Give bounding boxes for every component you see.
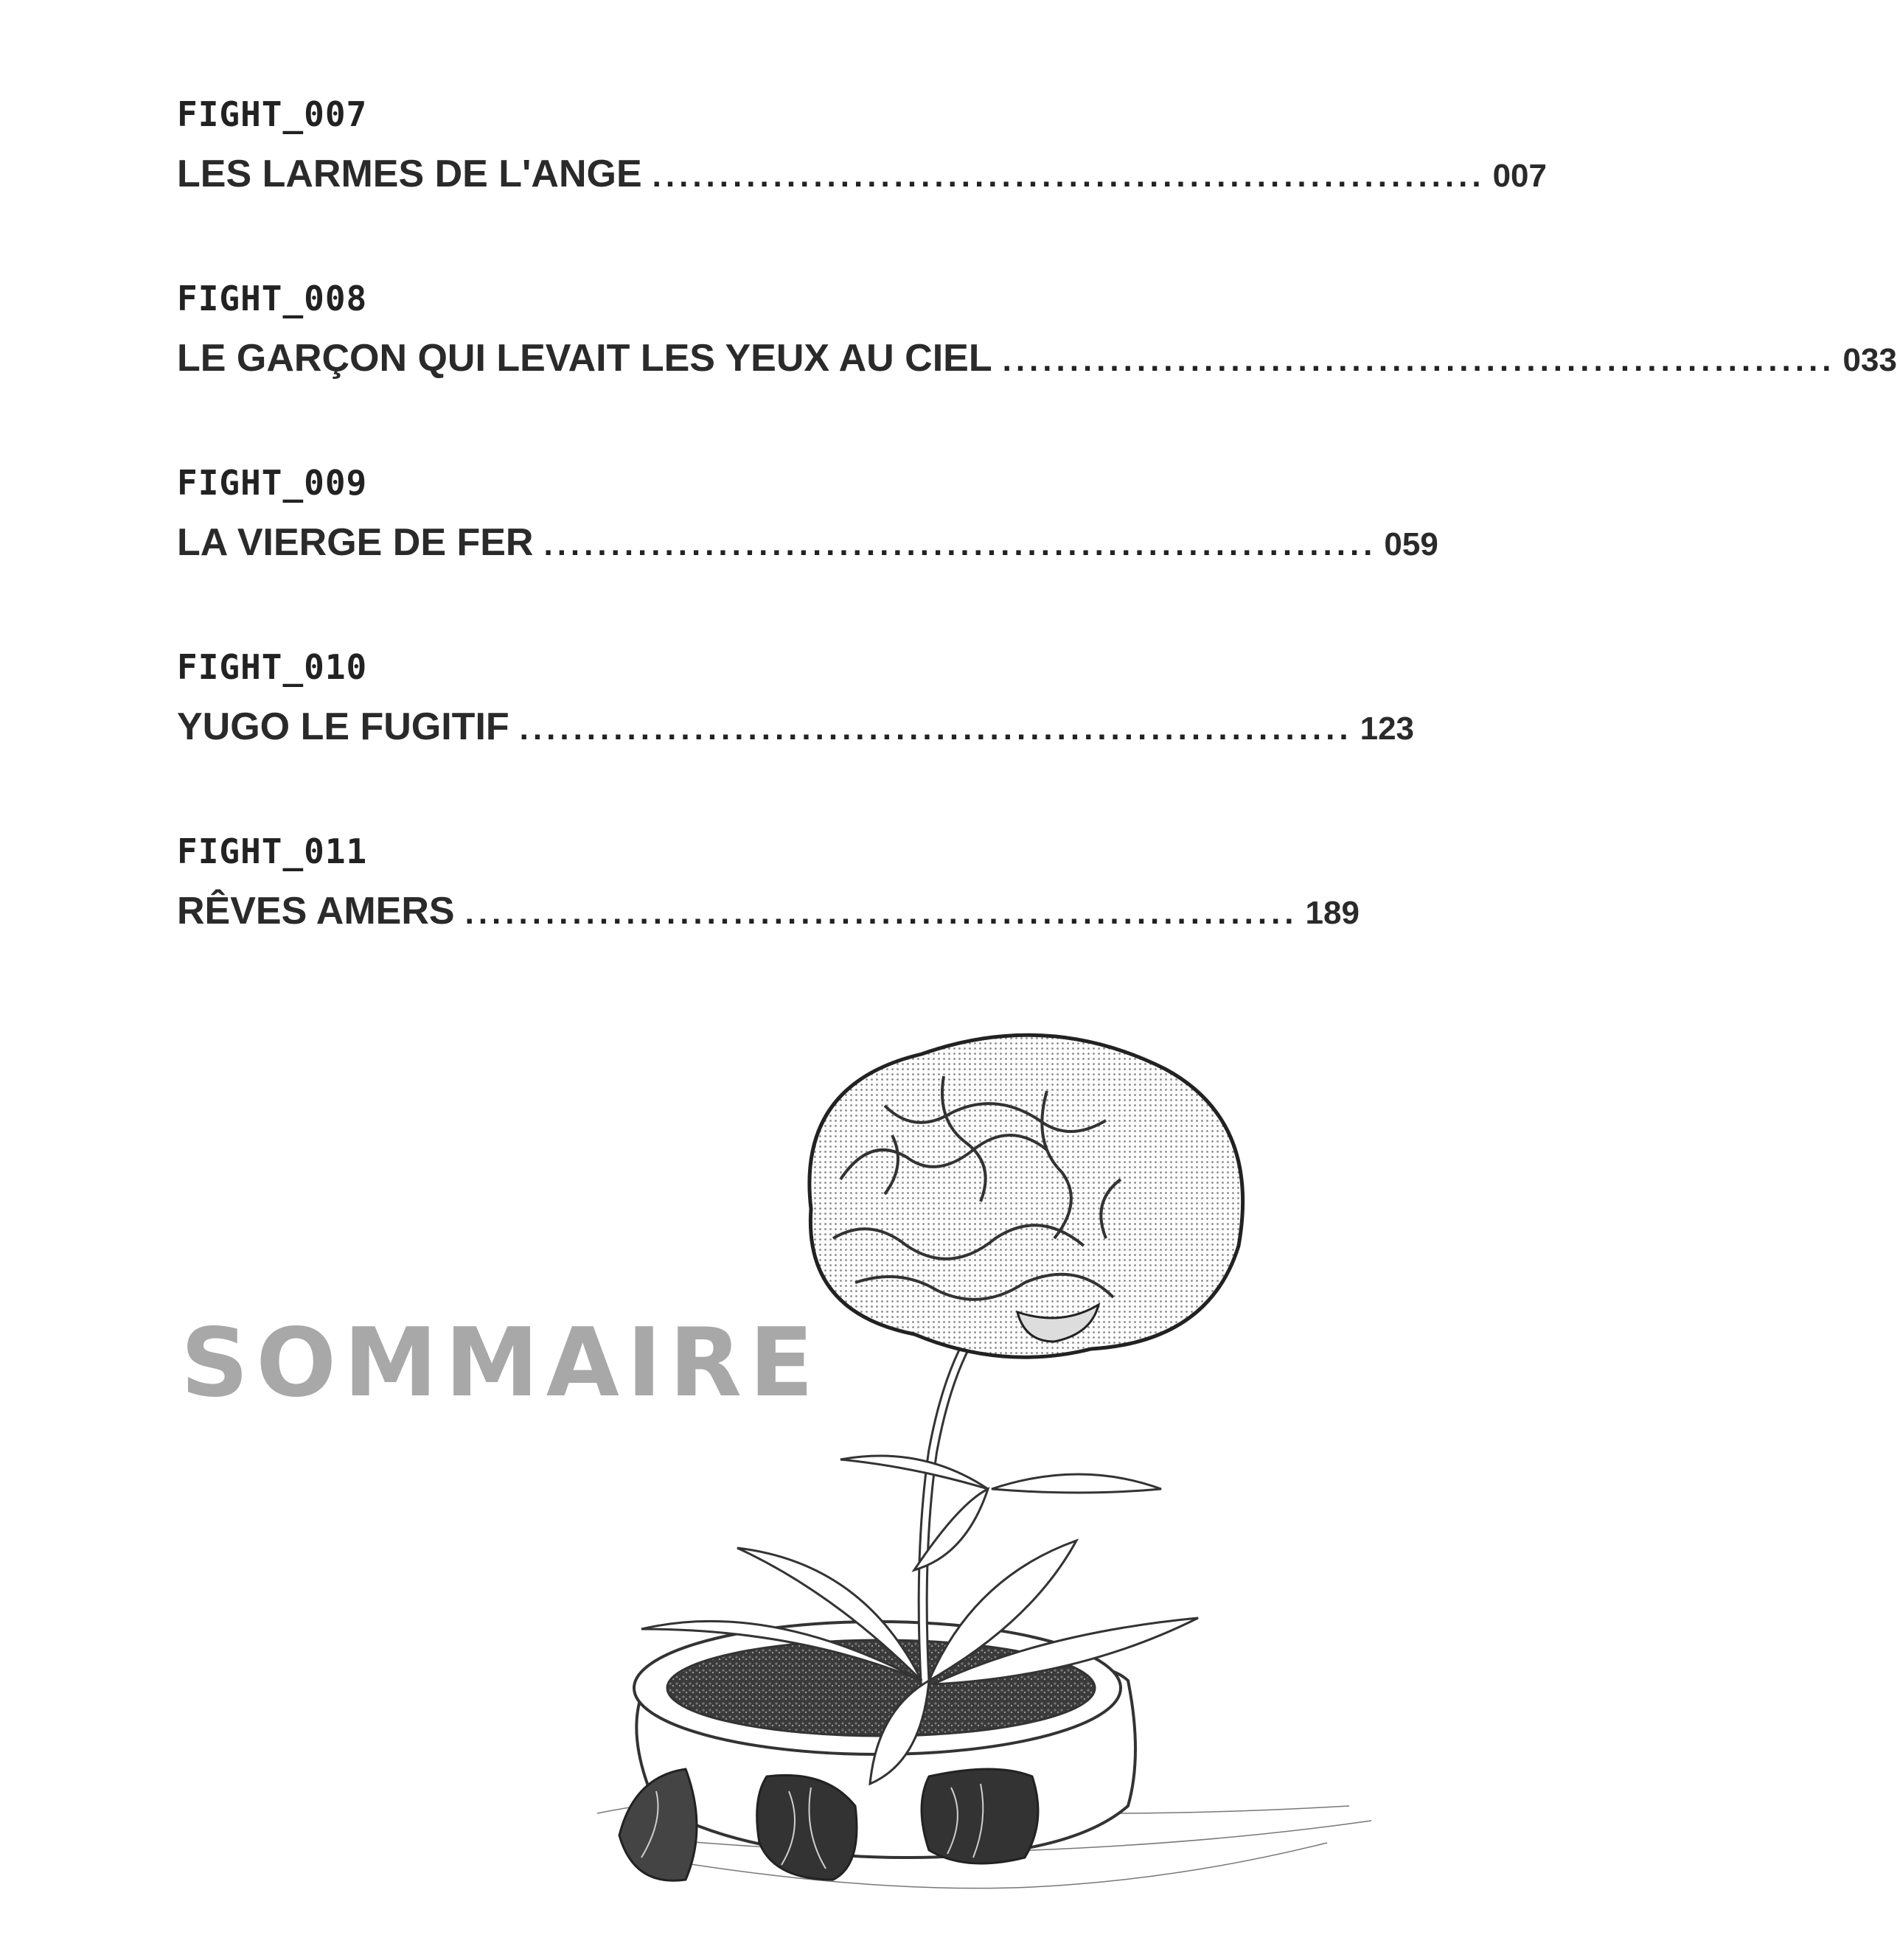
chapter-title: YUGO LE FUGITIF — [177, 705, 509, 748]
fight-number: FIGHT_007 — [177, 94, 368, 134]
table-of-contents — [177, 94, 1897, 1016]
fight-number: FIGHT_009 — [177, 463, 368, 503]
toc-entry[interactable] — [177, 94, 1547, 279]
page-number: 123 — [1360, 711, 1415, 747]
fight-number: FIGHT_010 — [177, 647, 368, 687]
fight-number: FIGHT_008 — [177, 279, 368, 318]
fight-number: FIGHT_011 — [177, 831, 368, 871]
page-number: 033 — [1842, 342, 1897, 378]
toc-entry[interactable] — [177, 647, 1415, 831]
dot-leader: .............................................................. — [519, 711, 1353, 747]
toc-line — [177, 705, 1415, 749]
chapter-title: LES LARMES DE L'ANGE — [177, 153, 642, 195]
toc-entry[interactable] — [177, 279, 1897, 463]
dot-leader: .............................................................. — [543, 526, 1377, 562]
dot-leader: .............................................................. — [652, 158, 1486, 194]
page-heading: SOMMAIRE — [181, 1308, 821, 1418]
chapter-title: LA VIERGE DE FER — [177, 521, 534, 564]
brain-plant-illustration — [575, 958, 1386, 1917]
toc-line — [177, 336, 1897, 380]
page-number: 007 — [1492, 158, 1547, 194]
toc-line — [177, 152, 1547, 196]
brain — [810, 1035, 1243, 1357]
toc-entry[interactable] — [177, 463, 1438, 647]
toc-line — [177, 520, 1438, 565]
page-number: 189 — [1305, 895, 1360, 931]
toc-line — [177, 889, 1360, 933]
dot-leader: .............................................................. — [464, 895, 1298, 931]
chapter-title: RÊVES AMERS — [177, 890, 455, 932]
page-number: 059 — [1384, 526, 1438, 562]
dot-leader: .............................................................. — [1002, 342, 1836, 378]
chapter-title: LE GARÇON QUI LEVAIT LES YEUX AU CIEL — [177, 337, 992, 380]
